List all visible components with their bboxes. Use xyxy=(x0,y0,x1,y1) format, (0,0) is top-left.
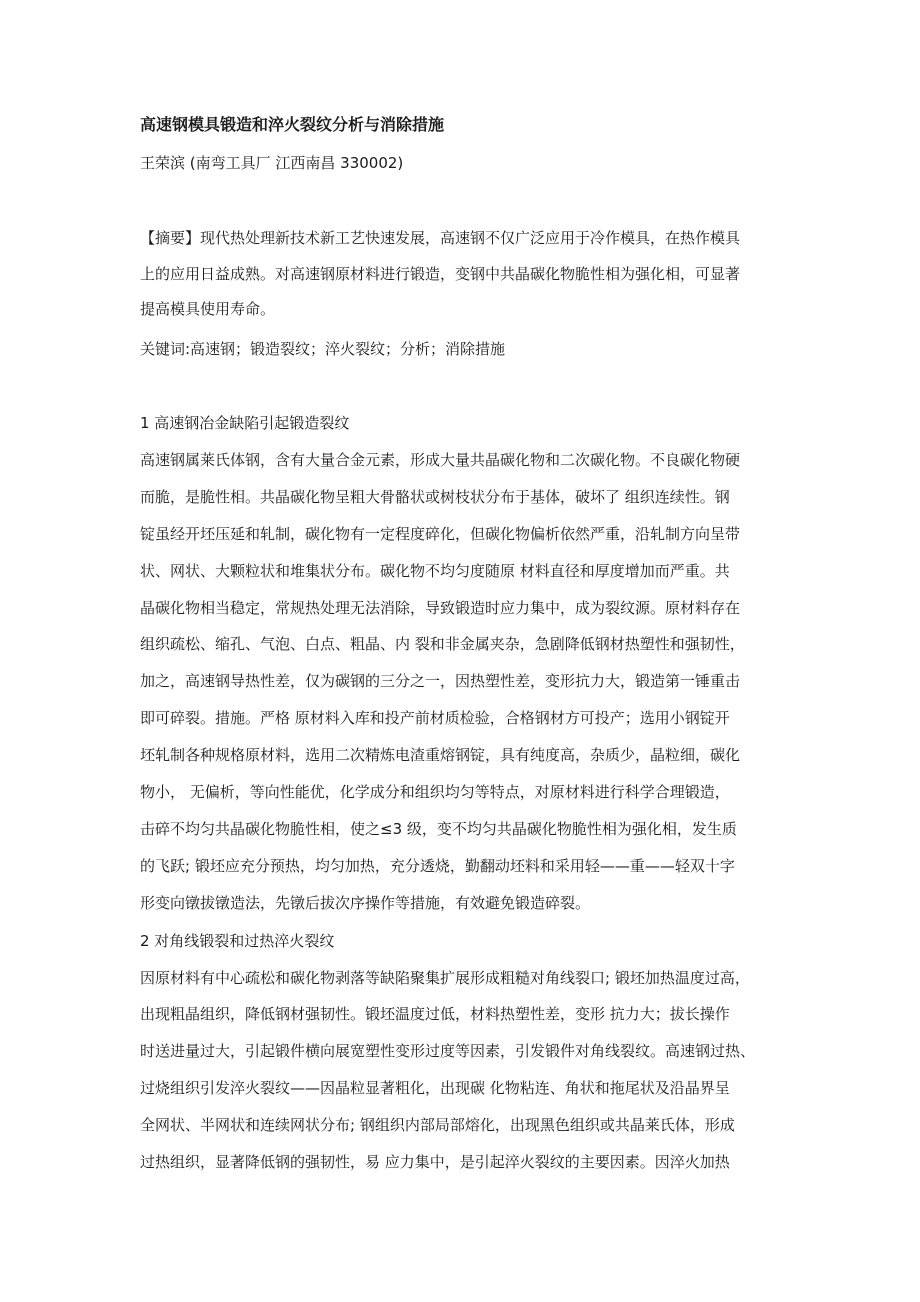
abstract-line: 【摘要】现代热处理新技术新工艺快速发展，高速钢不仅广泛应用于冷作模具，在热作模具 xyxy=(140,229,741,247)
section1-line: 加之，高速钢导热性差，仅为碳钢的三分之一，因热塑性差，变形抗力大，锻造第一锤重击 xyxy=(140,672,741,690)
section2-line: 出现粗晶组织，降低钢材强韧性。锻坯温度过低，材料热塑性差，变形 抗力大；拔长操作 xyxy=(140,1005,730,1023)
section1-line: 组织疏松、缩孔、气泡、白点、粗晶、内 裂和非金属夹杂，急剧降低钢材热塑性和强韧性， xyxy=(140,635,745,653)
section1-heading: 1 高速钢冶金缺陷引起锻造裂纹 xyxy=(140,414,350,432)
document-title: 高速钢模具锻造和淬火裂纹分析与消除措施 xyxy=(140,115,445,134)
section2-line: 过热组织，显著降低钢的强韧性，易 应力集中，是引起淬火裂纹的主要因素。因淬火加热 xyxy=(140,1153,730,1171)
abstract-line: 上的应用日益成熟。对高速钢原材料进行锻造，变钢中共晶碳化物脆性相为强化相，可显著 xyxy=(140,265,741,283)
section1-line: 坯轧制各种规格原材料，选用二次精炼电渣重熔钢锭，具有纯度高，杂质少，晶粒细，碳化 xyxy=(140,746,741,764)
section1-line: 高速钢属莱氏体钢，含有大量合金元素，形成大量共晶碳化物和二次碳化物。不良碳化物硬 xyxy=(140,451,741,469)
section1-line: 锭虽经开坯压延和轧制，碳化物有一定程度碎化，但碳化物偏析依然严重，沿轧制方向呈带 xyxy=(140,525,741,543)
section1-line: 形变向镦拔镦造法，先镦后拔次序操作等措施，有效避免锻造碎裂。 xyxy=(140,894,591,912)
section2-heading: 2 对角线锻裂和过热淬火裂纹 xyxy=(140,932,335,950)
section1-line: 即可碎裂。措施。严格 原材料入库和投产前材质检验，合格钢材方可投产；选用小钢锭开 xyxy=(140,709,730,727)
section1-line: 的飞跃; 锻坯应充分预热，均匀加热，充分透烧，勤翻动坯料和采用轻——重——轻双十字 xyxy=(140,857,735,875)
section1-line: 状、网状、大颗粒状和堆集状分布。碳化物不均匀度随原 材料直径和厚度增加而严重。共 xyxy=(140,562,730,580)
section2-line: 时送进量过大，引起锻件横向展宽塑性变形过度等因素，引发锻件对角线裂纹。高速钢过热、 xyxy=(140,1042,756,1060)
author-line: 王荣滨 (南弯工具厂 江西南昌 330002) xyxy=(140,154,404,172)
keywords-line: 关键词:高速钢；锻造裂纹；淬火裂纹；分析；消除措施 xyxy=(140,340,506,358)
section2-line: 过烧组织引发淬火裂纹——因晶粒显著粗化，出现碳 化物粘连、角状和拖尾状及沿晶界呈 xyxy=(140,1079,730,1097)
abstract-line: 提高模具使用寿命。 xyxy=(140,300,276,318)
section1-line: 而脆，是脆性相。共晶碳化物呈粗大骨骼状或树枝状分布于基体，破坏了 组织连续性。钢 xyxy=(140,488,730,506)
section2-line: 全网状、半网状和连续网状分布; 钢组织内部局部熔化，出现黑色组织或共晶莱氏体，形成 xyxy=(140,1116,735,1134)
section1-line: 物小， 无偏析，等向性能优，化学成分和组织均匀等特点，对原材料进行科学合理锻造， xyxy=(140,783,730,801)
section1-line: 击碎不均匀共晶碳化物脆性相，使之≤3 级，变不均匀共晶碳化物脆性相为强化相，发生质 xyxy=(140,820,737,838)
section2-line: 因原材料有中心疏松和碳化物剥落等缺陷聚集扩展形成粗糙对角线裂口; 锻坯加热温度过高， xyxy=(140,969,750,987)
section1-line: 晶碳化物相当稳定，常规热处理无法消除，导致锻造时应力集中，成为裂纹源。原材料存在 xyxy=(140,599,741,617)
